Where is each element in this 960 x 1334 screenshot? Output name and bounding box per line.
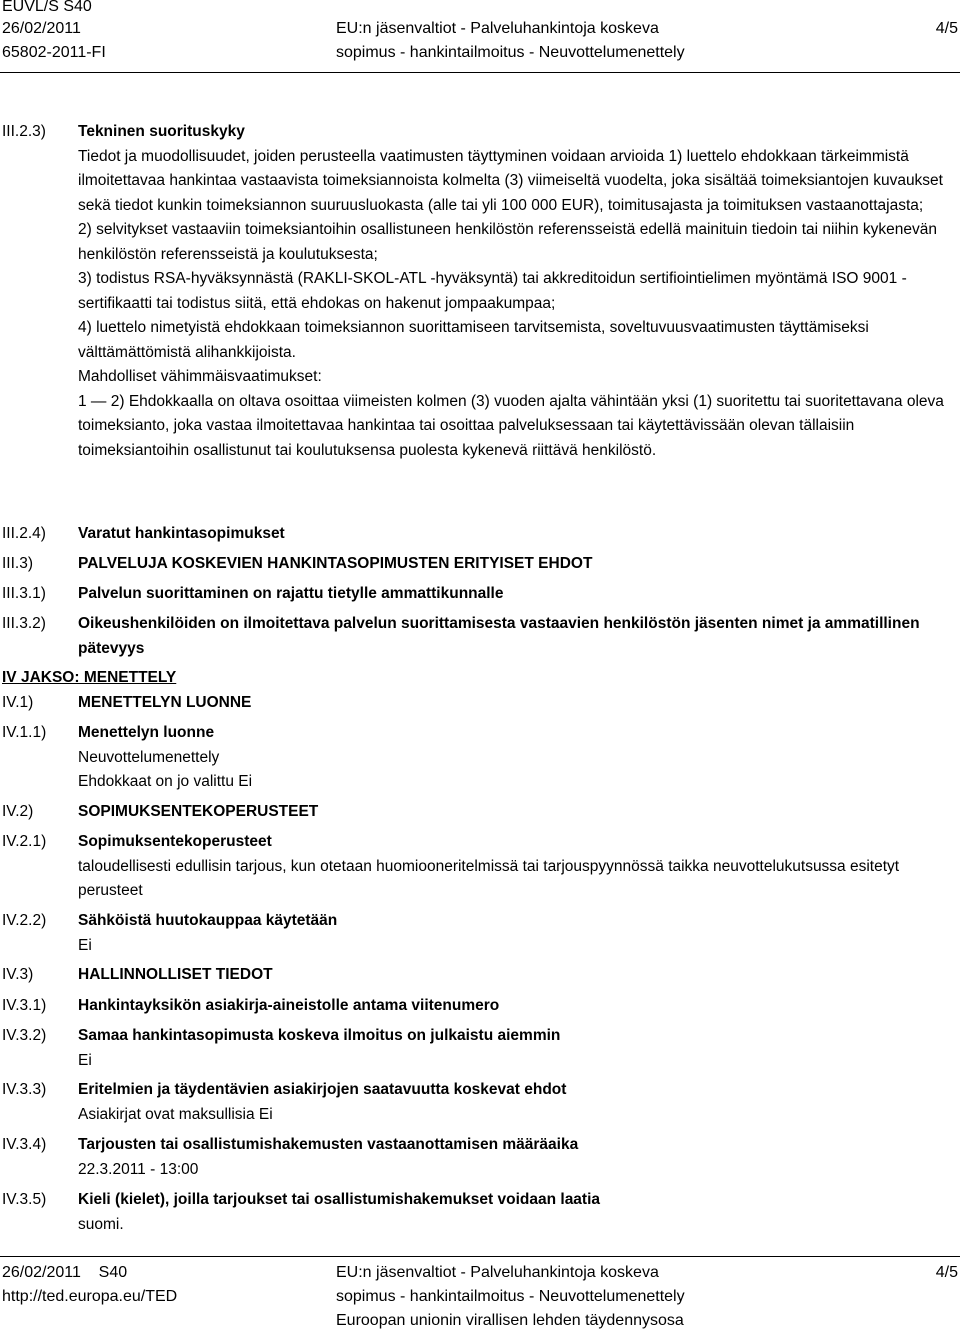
section-title: Hankintayksikön asiakirja-aineistolle antama viitenumero: [78, 997, 500, 1014]
section-title: Tekninen suorituskyky: [78, 123, 245, 140]
document-number: 65802-2011-FI: [2, 44, 106, 61]
section-number: IV.3.2): [2, 1027, 47, 1044]
section-number: IV.2.1): [2, 833, 47, 850]
section-title: Oikeushenkilöiden on ilmoitettava palvelun suorittamisesta vastaavien henkilöstön jäsenten nimet ja ammatillinen pätevyys: [78, 615, 920, 657]
section-number: IV.3.5): [2, 1191, 47, 1208]
section-title: Eritelmien ja täydentävien asiakirjojen saatavuutta koskevat ehdot: [78, 1081, 567, 1098]
header-title-line1: EU:n jäsenvaltiot - Palveluhankintoja koskeva: [336, 20, 659, 37]
section-number: III.2.4): [2, 525, 46, 542]
section-title: HALLINNOLLISET TIEDOT: [78, 966, 273, 983]
section-value: Ei: [78, 936, 92, 954]
section-value: Ei: [78, 1051, 92, 1069]
paragraph: 1 — 2) Ehdokkaalla on oltava osoittaa viimeisten kolmen (3) vuoden ajalta vähintään yksi (1) suoritettu tai suoritettavana oleva toimeksianto, joka vastaa ilmoitettavaa hankintaa tai osoittaa palveluksessaan tai käytettävissään olevan tällaisiin toimeksiantoihin osallistunut tai koulutuksensa puolesta kykenevä riittävä henkilöstö.: [78, 392, 944, 459]
section-number: III.3.2): [2, 615, 46, 632]
header-divider: [0, 72, 960, 73]
section-title: PALVELUJA KOSKEVIEN HANKINTASOPIMUSTEN ERITYISET EHDOT: [78, 555, 593, 572]
section-title: Varatut hankintasopimukset: [78, 525, 285, 542]
footer-title-line3: Euroopan unionin virallisen lehden täydennysosa: [336, 1312, 684, 1329]
paragraph: 2) selvitykset vastaaviin toimeksiantoihin osallistuneen henkilöstön referensseistä edellä mainituin tiedoin tai niihin kykenevän henkilöstön referensseistä ja koulutuksesta;: [78, 221, 938, 263]
section-number: III.2.3): [2, 123, 46, 140]
section-title: SOPIMUKSENTEKOPERUSTEET: [78, 803, 319, 820]
section-number: III.3.1): [2, 585, 46, 602]
section-title: Palvelun suorittaminen on rajattu tietylle ammattikunnalle: [78, 585, 504, 602]
section-title: Menettelyn luonne: [78, 724, 215, 741]
footer-series: S40: [98, 1264, 128, 1281]
section-title: Sopimuksentekoperusteet: [78, 833, 272, 850]
section-number: IV.3.4): [2, 1136, 47, 1153]
section-value: Asiakirjat ovat maksullisia Ei: [78, 1105, 273, 1123]
page-header: [0, 0, 960, 70]
paragraph: Mahdolliset vähimmäisvaatimukset:: [78, 368, 322, 385]
section-number: IV.2.2): [2, 912, 47, 929]
header-title-line2: sopimus - hankintailmoitus - Neuvottelumenettely: [336, 44, 685, 61]
footer-date: 26/02/2011: [2, 1264, 81, 1281]
section-title: Sähköistä huutokauppaa käytetään: [78, 912, 338, 929]
footer-divider: [0, 1256, 960, 1257]
footer-title-line2: sopimus - hankintailmoitus - Neuvottelumenettely: [336, 1288, 685, 1305]
section-value: 22.3.2011 - 13:00: [78, 1160, 199, 1178]
paragraph: 3) todistus RSA-hyväksynnästä (RAKLI-SKOL-ATL -hyväksyntä) tai akkreditoidun sertifiointielimen myöntämä ISO 9001 -sertifikaatti tai todistus siitä, että ehdokas on hakenut jompaakumpaa;: [78, 270, 907, 312]
footer-title-line1: EU:n jäsenvaltiot - Palveluhankintoja koskeva: [336, 1264, 659, 1281]
section-title: Tarjousten tai osallistumishakemusten vastaanottamisen määräaika: [78, 1136, 579, 1153]
section-value: Ehdokkaat on jo valittu Ei: [78, 773, 253, 790]
paragraph: 4) luettelo nimetyistä ehdokkaan toimeksiannon suorittamiseen tarvitsemista, soveltuvuusvaatimusten täyttämiseksi välttämättömistä alihankkijoista.: [78, 319, 869, 361]
section-number: III.3): [2, 555, 34, 572]
page-footer: [0, 1258, 960, 1334]
section-title: Kieli (kielet), joilla tarjoukset tai osallistumishakemukset voidaan laatia: [78, 1191, 601, 1208]
section-value: suomi.: [78, 1215, 124, 1233]
section-title: MENETTELYN LUONNE: [78, 694, 252, 711]
section-number: IV.3): [2, 966, 34, 983]
section-number: IV.3.3): [2, 1081, 47, 1098]
paragraph: Tiedot ja muodollisuudet, joiden perusteella vaatimusten täyttyminen voidaan arvioida 1) luettelo ehdokkaan tärkeimmistä ilmoitettavaa hankintaa vastaavista toimeksiannoista kolmelta (3) viimeiseltä vuodelta, joka sisältää toimeksiantojen kuvaukset sekä tiedot kunkin toimeksiannon suuruusluokasta (alle tai yli 100 000 EUR), toimitusajasta ja toimituksen vastaanottajasta;: [78, 147, 943, 214]
oj-reference: EUVL/S S40: [2, 0, 92, 15]
footer-date-series: [2, 1264, 127, 1282]
section-number: IV.1): [2, 694, 34, 711]
footer-url[interactable]: http://ted.europa.eu/TED: [2, 1288, 178, 1305]
section-number: IV.1.1): [2, 724, 47, 741]
header-date: 26/02/2011: [2, 20, 81, 37]
section-value: Neuvottelumenettely: [78, 748, 220, 766]
section-number: IV.2): [2, 803, 34, 820]
section-value: taloudellisesti edullisin tarjous, kun otetaan huomiooneritelmissä tai tarjouspyynnössä taikka neuvottelukutsussa esitetyt perusteet: [78, 857, 900, 899]
part-heading: IV JAKSO: MENETTELY: [2, 669, 177, 686]
footer-page-number: 4/5: [935, 1264, 958, 1281]
section-title: Samaa hankintasopimusta koskeva ilmoitus on julkaistu aiemmin: [78, 1027, 561, 1044]
section-number: IV.3.1): [2, 997, 47, 1014]
page-number: 4/5: [935, 20, 958, 37]
